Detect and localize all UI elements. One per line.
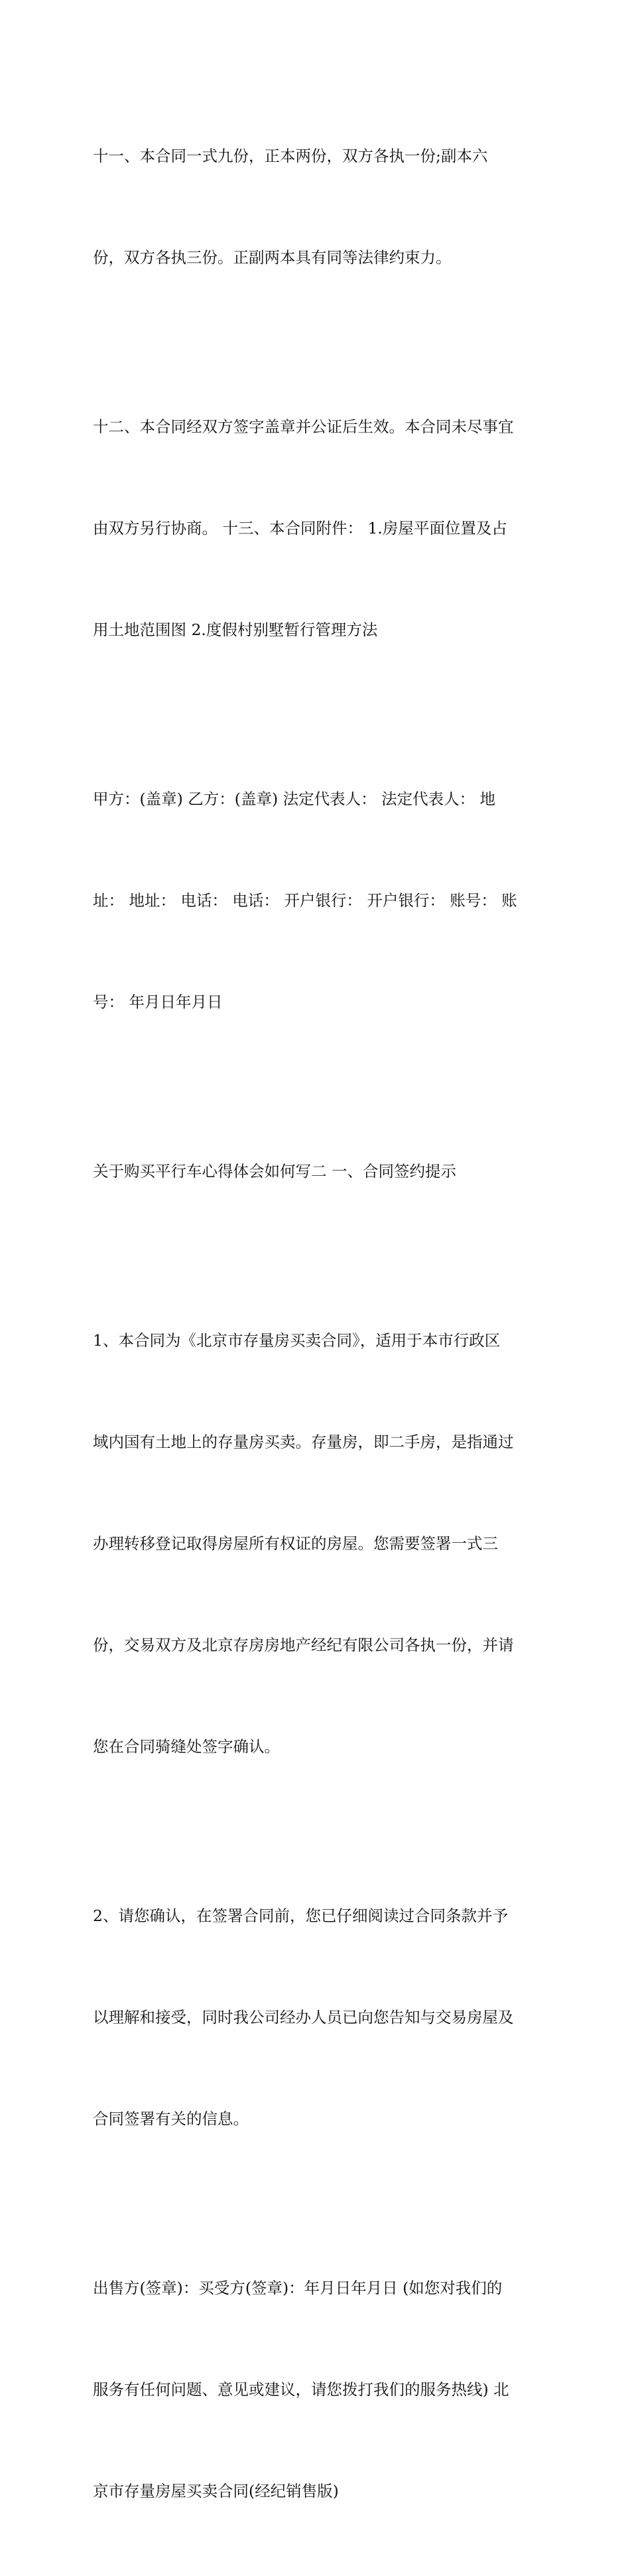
text-line: 甲方：(盖章) 乙方：(盖章) 法定代表人： 法定代表人： 地: [93, 790, 496, 808]
text-line: 由双方另行协商。 十三、本合同附件： 1.房屋平面位置及占: [93, 519, 507, 537]
text-line: 份，双方各执三份。正副两本具有同等法律约束力。: [93, 248, 452, 267]
text-line: 服务有任何问题、意见或建议，请您拨打我们的服务热线) 北: [93, 2380, 509, 2399]
text-line: 以理解和接受，同时我公司经办人员已向您告知与交易房屋及: [93, 2008, 514, 2027]
text-line: 您在合同骑缝处签字确认。: [93, 1737, 280, 1756]
text-line: 号： 年月日年月日: [93, 993, 223, 1011]
text-line: 1、本合同为《北京市存量房买卖合同》，适用于本市行政区: [93, 1331, 501, 1350]
text-line: 2、请您确认，在签署合同前，您已仔细阅读过合同条款并予: [93, 1906, 508, 1925]
text-line: 十二、本合同经双方签字盖章并公证后生效。本合同未尽事宜: [93, 417, 514, 436]
paragraph-closing: [93, 2204, 544, 2576]
paragraph-clause-12-13: [93, 342, 544, 715]
section-heading: [93, 1087, 544, 1256]
document-page: [93, 72, 544, 2576]
paragraph-item-2: [93, 1831, 544, 2204]
paragraph-signature-block: [93, 715, 544, 1087]
text-line: 出售方(签章)：买受方(签章)：年月日年月日 (如您对我们的: [93, 2279, 503, 2297]
text-line: 用土地范围图 2.度假村别墅暂行管理方法: [93, 620, 378, 639]
text-line: 合同签署有关的信息。: [93, 2110, 249, 2128]
text-line: 十一、本合同一式九份，正本两份，双方各执一份;副本六: [93, 147, 488, 165]
paragraph-clause-11: [93, 72, 544, 342]
text-line: 京市存量房屋买卖合同(经纪销售版): [93, 2482, 339, 2500]
text-line: 办理转移登记取得房屋所有权证的房屋。您需要签署一式三: [93, 1534, 498, 1553]
text-line: 关于购买平行车心得体会如何写二 一、合同签约提示: [93, 1162, 456, 1181]
text-line: 域内国有土地上的存量房买卖。存量房，即二手房，是指通过: [93, 1433, 514, 1451]
paragraph-item-1: [93, 1256, 544, 1831]
text-line: 址： 地址： 电话： 电话： 开户银行： 开户银行： 账号： 账: [93, 891, 517, 910]
text-line: 份，交易双方及北京存房房地产经纪有限公司各执一份，并请: [93, 1636, 514, 1654]
